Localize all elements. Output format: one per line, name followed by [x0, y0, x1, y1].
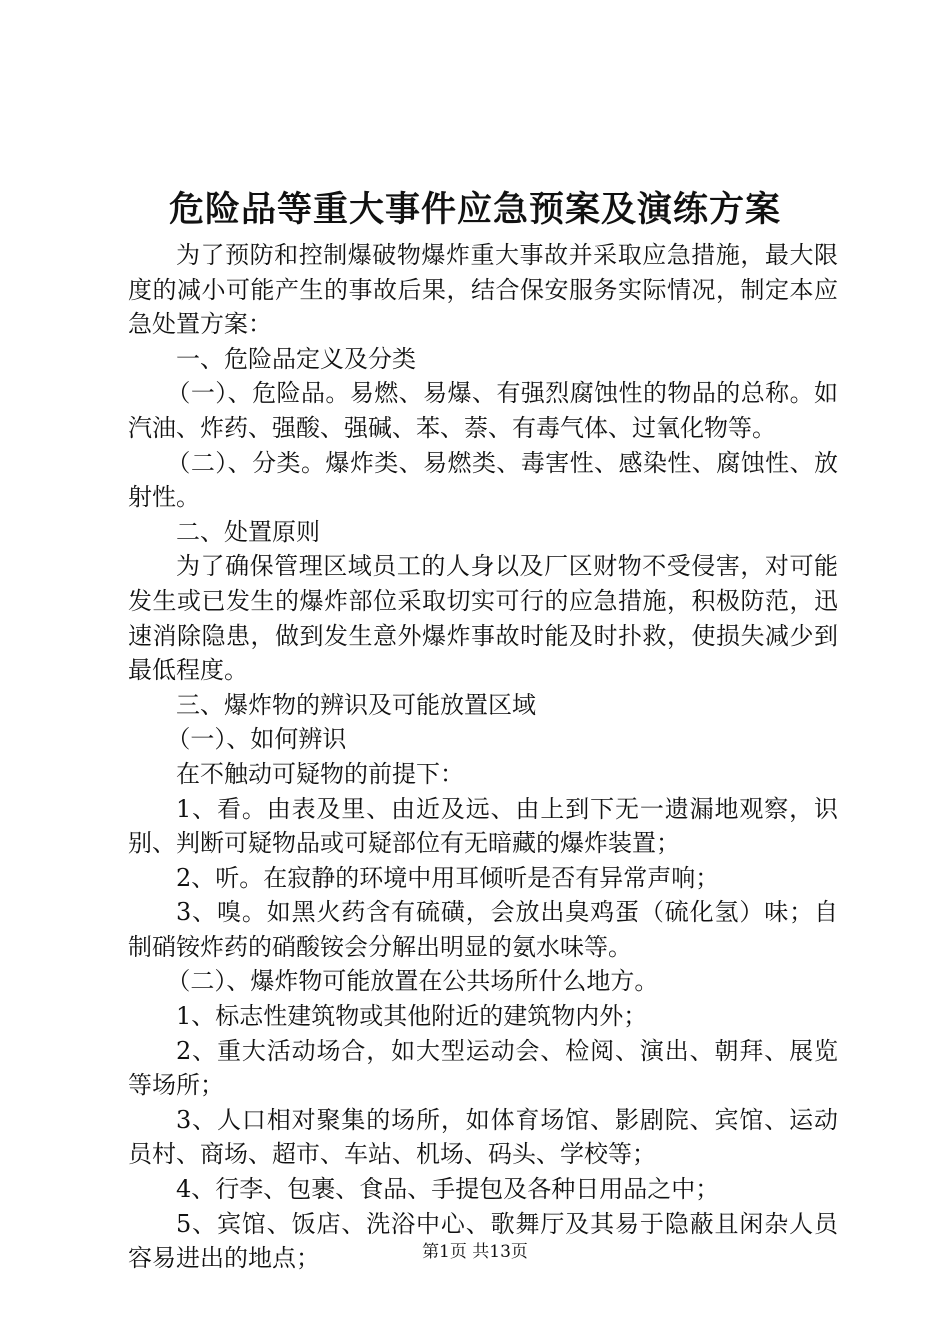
document-body [128, 238, 838, 1276]
paragraph: 为了确保管理区域员工的人身以及厂区财物不受侵害，对可能发生或已发生的爆炸部位采取切实可行的应急措施，积极防范，迅速消除隐患，做到发生意外爆炸事故时能及时扑救，使损失减少到最低程度。 [128, 552, 838, 685]
section-heading: 二、处置原则 [176, 517, 320, 546]
list-item: 2、重大活动场合，如大型运动会、检阅、演出、朝拜、展览等场所； [128, 1036, 838, 1100]
list-item: 1、标志性建筑物或其他附近的建筑物内外； [176, 1002, 648, 1031]
paragraph: 为了预防和控制爆破物爆炸重大事故并采取应急措施，最大限度的减小可能产生的事故后果，结合保安服务实际情况，制定本应急处置方案： [128, 241, 838, 339]
paragraph: 在不触动可疑物的前提下： [176, 759, 464, 788]
list-item: 2、听。在寂静的环境中用耳倾听是否有异常声响； [176, 863, 720, 892]
list-item: 3、人口相对聚集的场所，如体育场馆、影剧院、宾馆、运动员村、商场、超市、车站、机场、码头、学校等； [128, 1105, 838, 1169]
subsection-heading: （二）、爆炸物可能放置在公共场所什么地方。 [166, 967, 659, 996]
section-heading: 一、危险品定义及分类 [176, 344, 416, 373]
paragraph: （一）、危险品。易燃、易爆、有强烈腐蚀性的物品的总称。如汽油、炸药、强酸、强碱、苯、萘、有毒气体、过氧化物等。 [128, 379, 838, 442]
list-item: 5、宾馆、饭店、洗浴中心、歌舞厅及其易于隐蔽且闲杂人员容易进出的地点； [128, 1209, 838, 1273]
section-heading: 三、爆炸物的辨识及可能放置区域 [176, 690, 536, 719]
document-title: 危险品等重大事件应急预案及演练方案 [168, 189, 781, 230]
list-item: 3、嗅。如黑火药含有硫磺，会放出臭鸡蛋（硫化氢）味；自制硝铵炸药的硝酸铵会分解出明显的氨水味等。 [128, 898, 838, 961]
subsection-heading: （一）、如何辨识 [166, 725, 347, 754]
page-number: 第1页 共13页 [422, 1242, 528, 1262]
list-item: 1、看。由表及里、由近及远、由上到下无一遗漏地观察，识别、判断可疑物品或可疑部位有无暗藏的爆炸装置； [128, 794, 838, 858]
list-item: 4、行李、包裹、食品、手提包及各种日用品之中； [176, 1175, 720, 1204]
paragraph: （二）、分类。爆炸类、易燃类、毒害性、感染性、腐蚀性、放射性。 [128, 448, 838, 512]
